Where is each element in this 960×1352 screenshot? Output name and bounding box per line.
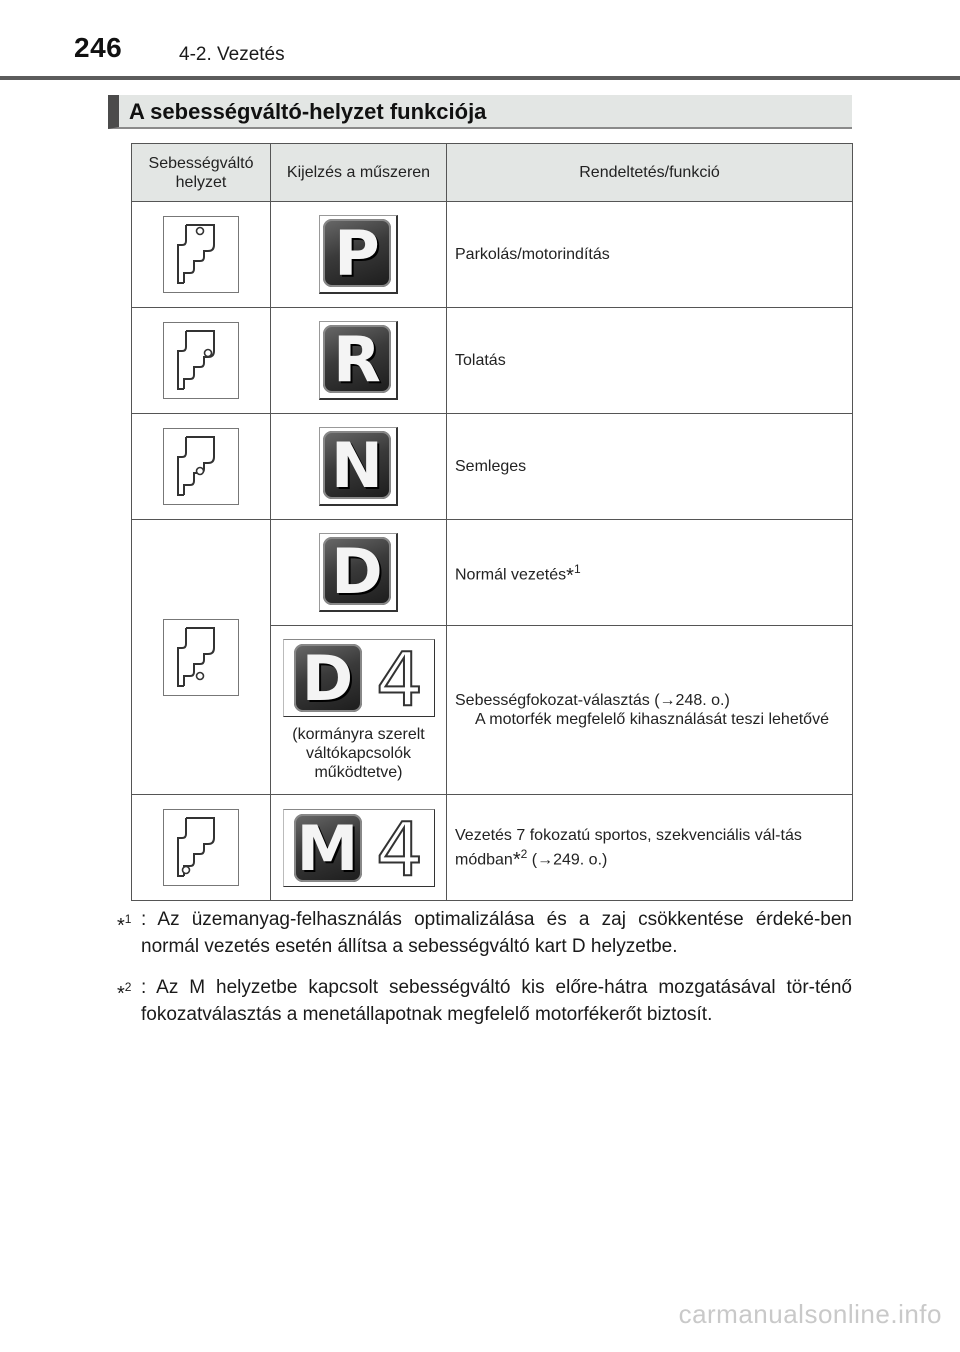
gear-display-icon: D (319, 533, 398, 612)
shifter-cell (132, 795, 271, 901)
header-rule (0, 76, 960, 80)
table-row (132, 795, 853, 901)
shifter-gate-icon (163, 322, 239, 399)
shifter-cell (132, 520, 271, 795)
display-cell (271, 414, 447, 520)
display-cell (271, 626, 447, 795)
table-row (132, 202, 853, 308)
gear-display-icon: N (319, 427, 398, 506)
gear-position-table (131, 143, 853, 901)
gear-display-icon: R (319, 321, 398, 400)
header-position: Sebességváltó helyzet (132, 144, 271, 202)
display-caption: (kormányra szerelt váltókapcsolók működtetve) (292, 725, 425, 781)
function-cell: Parkolás/motorindítás (447, 202, 853, 308)
chapter-title: 4-2. Vezetés (179, 44, 285, 65)
function-cell: Semleges (447, 414, 853, 520)
table-row (132, 414, 853, 520)
display-cell (271, 202, 447, 308)
function-cell: Vezetés 7 fokozatú sportos, szekvenciális vál-tás módban*$^2$ (→249. o.) (447, 795, 853, 901)
gear-display-icon: M 4 (283, 809, 435, 887)
shifter-gate-icon (163, 619, 239, 696)
page-number: 246 (74, 32, 123, 63)
shifter-cell (132, 202, 271, 308)
table-row (132, 308, 853, 414)
display-cell (271, 520, 447, 626)
shifter-gate-icon (163, 216, 239, 293)
shifter-cell (132, 414, 271, 520)
watermark: carmanualsonline.info (678, 1299, 942, 1329)
gear-display-icon: P (319, 215, 398, 294)
header-display: Kijelzés a műszeren (271, 144, 447, 202)
section-title-bar (108, 95, 852, 129)
function-cell: Tolatás (447, 308, 853, 414)
gear-display-icon: D 4 (283, 639, 435, 717)
table-header-row (132, 144, 853, 202)
display-cell (271, 795, 447, 901)
header-function: Rendeltetés/funkció (447, 144, 853, 202)
table-row (132, 520, 853, 626)
function-cell: Sebességfokozat-választás (→248. o.) A motorfék megfelelő kihasználását teszi lehetővé (447, 626, 853, 795)
shifter-gate-icon (163, 428, 239, 505)
shifter-cell (132, 308, 271, 414)
section-title: A sebességváltó-helyzet funkciója (129, 99, 487, 124)
footnote-1: *$^1$ : Az üzemanyag-felhasználás optimalizálása és a zaj csökkentése érdeké-ben normál vezetés esetén állítsa a sebességváltó kart D helyzetbe. (117, 909, 852, 957)
footnote-2: *$^2$ : Az M helyzetbe kapcsolt sebességváltó kis előre-hátra mozgatásával tör-ténő fokozatválasztás a menetállapotnak megfelelő motorfékerőt biztosít. (117, 977, 852, 1025)
function-cell: Normál vezetés*$^1$ (447, 520, 853, 626)
shifter-gate-icon (163, 809, 239, 886)
display-cell (271, 308, 447, 414)
